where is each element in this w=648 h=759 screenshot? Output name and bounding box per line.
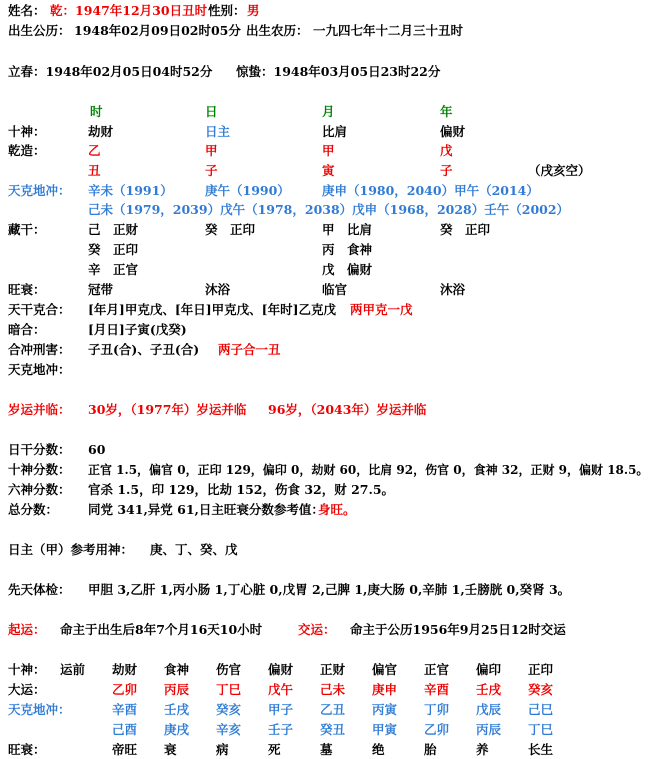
shishen-hour: 劫财 — [88, 124, 114, 139]
total-score-value: 同党 341,异党 61,日主旺衰分数参考值： — [88, 502, 324, 517]
dayun-tkdc2-4: 壬子 — [268, 722, 294, 737]
name-label: 姓名： — [8, 3, 46, 18]
wangshuai-day: 沐浴 — [205, 282, 231, 297]
shishen-label: 十神： — [8, 124, 46, 139]
dayun-pillar-2: 丙辰 — [164, 682, 190, 697]
dayun-pillar-3: 丁巳 — [216, 682, 242, 697]
dayun-tkdc1-2: 壬戌 — [164, 702, 190, 717]
dayun-wangshuai-9: 长生 — [528, 742, 554, 757]
dayun-shishen-label: 十神： — [8, 662, 46, 677]
dayun-tkdc1-6: 丙寅 — [372, 702, 398, 717]
liushen-score-value: 官杀 1.5，印 129，比劫 152，伤食 32，财 27.5。 — [88, 482, 395, 497]
shishen-day: 日主 — [205, 124, 231, 139]
dayun-pillar-4: 戊午 — [268, 682, 294, 697]
solar-value: 1948年02月09日02时05分 — [74, 23, 241, 38]
canggan-hour-1: 己 正财 — [88, 222, 139, 237]
pillar-header-year: 年 — [440, 104, 453, 119]
canggan-label: 藏干： — [8, 222, 46, 237]
dayun-tkdc1-3: 癸亥 — [216, 702, 242, 717]
dayun-tkdc1-5: 乙丑 — [320, 702, 346, 717]
tkdc-hour: 辛未（1991） — [88, 183, 173, 198]
dayun-wangshuai-7: 胎 — [424, 742, 437, 757]
pillar-header-hour: 时 — [90, 104, 103, 119]
dayun-shishen-1: 劫财 — [112, 662, 138, 677]
wangshuai-year: 沐浴 — [440, 282, 466, 297]
dayun-tkdc2-3: 辛亥 — [216, 722, 242, 737]
suiyun-label: 岁运并临： — [8, 402, 71, 417]
name-value: 乾：1947年12月30日丑时 — [50, 3, 208, 18]
jiaoyun-value: 命主于公历1956年9月25日12时交运 — [350, 622, 566, 637]
tijian-label: 先天体检： — [8, 582, 71, 597]
dayun-wangshuai-1: 帝旺 — [112, 742, 138, 757]
branch-month: 寅 — [322, 163, 335, 178]
canggan-year-1: 癸 正印 — [440, 222, 491, 237]
jingzhe: 惊蛰：1948年03月05日23时22分 — [236, 64, 441, 79]
dayun-wangshuai-label: 旺衰： — [8, 742, 46, 757]
total-score-label: 总分数： — [8, 502, 59, 517]
yongshen-label: 日主（甲）参考用神： — [8, 542, 134, 557]
dayun-pillar-8: 壬戌 — [476, 682, 502, 697]
dayun-tkdc2-9: 丁巳 — [528, 722, 554, 737]
shishen-score-label: 十神分数： — [8, 462, 71, 477]
suiyun-item-1: 30岁，（1977年）岁运并临 — [88, 402, 247, 417]
kongwang: （戌亥空） — [528, 163, 591, 178]
dayun-pillar-5: 己未 — [320, 682, 346, 697]
dayun-tkdc1-9: 己巳 — [528, 702, 554, 717]
shishen-month: 比肩 — [322, 124, 348, 139]
branch-hour: 丑 — [88, 163, 101, 178]
wangshuai-label: 旺衰： — [8, 282, 46, 297]
tiangan-note: 两甲克一戊 — [350, 302, 413, 317]
dayun-tkdc1-1: 辛酉 — [112, 702, 138, 717]
canggan-hour-2: 癸 正印 — [88, 242, 139, 257]
branch-day: 子 — [205, 163, 218, 178]
dayun-wangshuai-2: 衰 — [164, 742, 177, 757]
wangshuai-month: 临官 — [322, 282, 348, 297]
anhe-label: 暗合： — [8, 322, 46, 337]
lunar-label: 出生农历： — [246, 23, 309, 38]
dayun-shishen-8: 偏印 — [476, 662, 502, 677]
dayun-tkdc1-7: 丁卯 — [424, 702, 450, 717]
shishen-score-value: 正官 1.5，偏官 0，正印 129，偏印 0，劫财 60，比肩 92，伤官 0，食神 32，正财 9，偏财 18.5。 — [88, 463, 648, 477]
canggan-day-1: 癸 正印 — [205, 222, 256, 237]
dayun-tkdc2-2: 庚戌 — [164, 722, 190, 737]
tijian-value: 甲胆 3,乙肝 1,丙小肠 1,丁心脏 0,戊胃 2,己脾 1,庚大肠 0,辛肺 1,壬膀胱 0,癸肾 3。 — [88, 582, 571, 597]
dayun-tkdc2-1: 己酉 — [112, 722, 138, 737]
dayun-wangshuai-8: 养 — [476, 742, 489, 757]
dayun-pillar-9: 癸亥 — [528, 682, 554, 697]
stem-hour: 乙 — [88, 143, 101, 158]
tiangan-value: [年月]甲克戊、[年日]甲克戊、[年时]乙克戊 — [88, 302, 336, 317]
gender-label: 性别： — [208, 3, 246, 18]
branch-year: 子 — [440, 163, 453, 178]
hechong-note: 两子合一丑 — [218, 342, 281, 357]
gender-value: 男 — [247, 3, 260, 18]
dayun-tkdc2-6: 甲寅 — [372, 722, 398, 737]
anhe-value: [月日]子寅(戊癸) — [88, 322, 187, 337]
yongshen-value: 庚、丁、癸、戊 — [150, 542, 238, 557]
hechong-label: 合冲刑害： — [8, 342, 71, 357]
dayun-tkdc2-8: 丙辰 — [476, 722, 502, 737]
canggan-hour-3: 辛 正官 — [88, 262, 139, 277]
dayun-shishen-2: 食神 — [164, 662, 190, 677]
relations-tkdc-label: 天克地冲： — [8, 362, 71, 377]
pillar-header-day: 日 — [205, 104, 218, 119]
dayun-pillar-1: 乙卯 — [112, 682, 138, 697]
dayun-label: 大运： — [8, 682, 46, 697]
dayun-tkdc1-8: 戊辰 — [476, 702, 502, 717]
tkdc-line2: 己未（1979，2039）戊午（1978，2038）戊申（1968，2028）壬午（2002） — [88, 202, 570, 217]
dayun-shishen-6: 偏官 — [372, 662, 398, 677]
dayun-shishen-9: 正印 — [528, 662, 554, 677]
hechong-value: 子丑(合)、子丑(合) — [88, 342, 200, 357]
qianzao-label: 乾造： — [8, 143, 46, 158]
dayun-tkdc-label: 天克地冲： — [8, 702, 71, 717]
lichun: 立春：1948年02月05日04时52分 — [8, 64, 213, 79]
qiyun-label: 起运： — [8, 622, 46, 637]
lunar-value: 一九四七年十二月三十丑时 — [313, 23, 464, 38]
rigan-score-value: 60 — [88, 442, 106, 457]
shishen-year: 偏财 — [440, 124, 466, 139]
stem-month: 甲 — [322, 143, 335, 158]
tiangan-label: 天干克合： — [8, 302, 71, 317]
dayun-shishen-4: 偏财 — [268, 662, 294, 677]
liushen-score-label: 六神分数： — [8, 482, 71, 497]
pillar-header-month: 月 — [322, 104, 335, 119]
dayun-shishen-7: 正官 — [424, 662, 450, 677]
tkdc-month-year: 庚申（1980，2040）甲午（2014） — [322, 183, 539, 198]
dayun-wangshuai-4: 死 — [268, 742, 281, 757]
dayun-pillar-6: 庚申 — [372, 682, 398, 697]
stem-year: 戊 — [440, 143, 453, 158]
tkdc-day: 庚午（1990） — [205, 183, 290, 198]
wangshuai-hour: 冠带 — [88, 282, 114, 297]
jiaoyun-label: 交运： — [298, 622, 336, 637]
dayun-wangshuai-3: 病 — [216, 742, 229, 757]
dayun-wangshuai-6: 绝 — [372, 742, 385, 757]
rigan-score-label: 日干分数： — [8, 442, 71, 457]
dayun-wangshuai-5: 墓 — [320, 742, 333, 757]
suiyun-item-2: 96岁，（2043年）岁运并临 — [268, 402, 427, 417]
dayun-shishen-5: 正财 — [320, 662, 346, 677]
tkdc-label: 天克地冲： — [8, 183, 71, 198]
stem-day: 甲 — [205, 143, 218, 158]
solar-label: 出生公历： — [8, 23, 71, 38]
qiyun-value: 命主于出生后8年7个月16天10小时 — [60, 622, 263, 637]
dayun-yunqian: 运前 — [60, 662, 86, 677]
canggan-month-3: 戊 偏财 — [322, 262, 373, 277]
canggan-month-1: 甲 比肩 — [322, 222, 373, 237]
dayun-tkdc1-4: 甲子 — [268, 702, 294, 717]
dayun-tkdc2-7: 乙卯 — [424, 722, 450, 737]
dayun-pillar-7: 辛酉 — [424, 682, 450, 697]
dayun-shishen-3: 伤官 — [216, 662, 242, 677]
canggan-month-2: 丙 食神 — [322, 242, 373, 257]
dayun-tkdc2-5: 癸丑 — [320, 722, 346, 737]
total-score-result: 身旺。 — [318, 502, 356, 517]
